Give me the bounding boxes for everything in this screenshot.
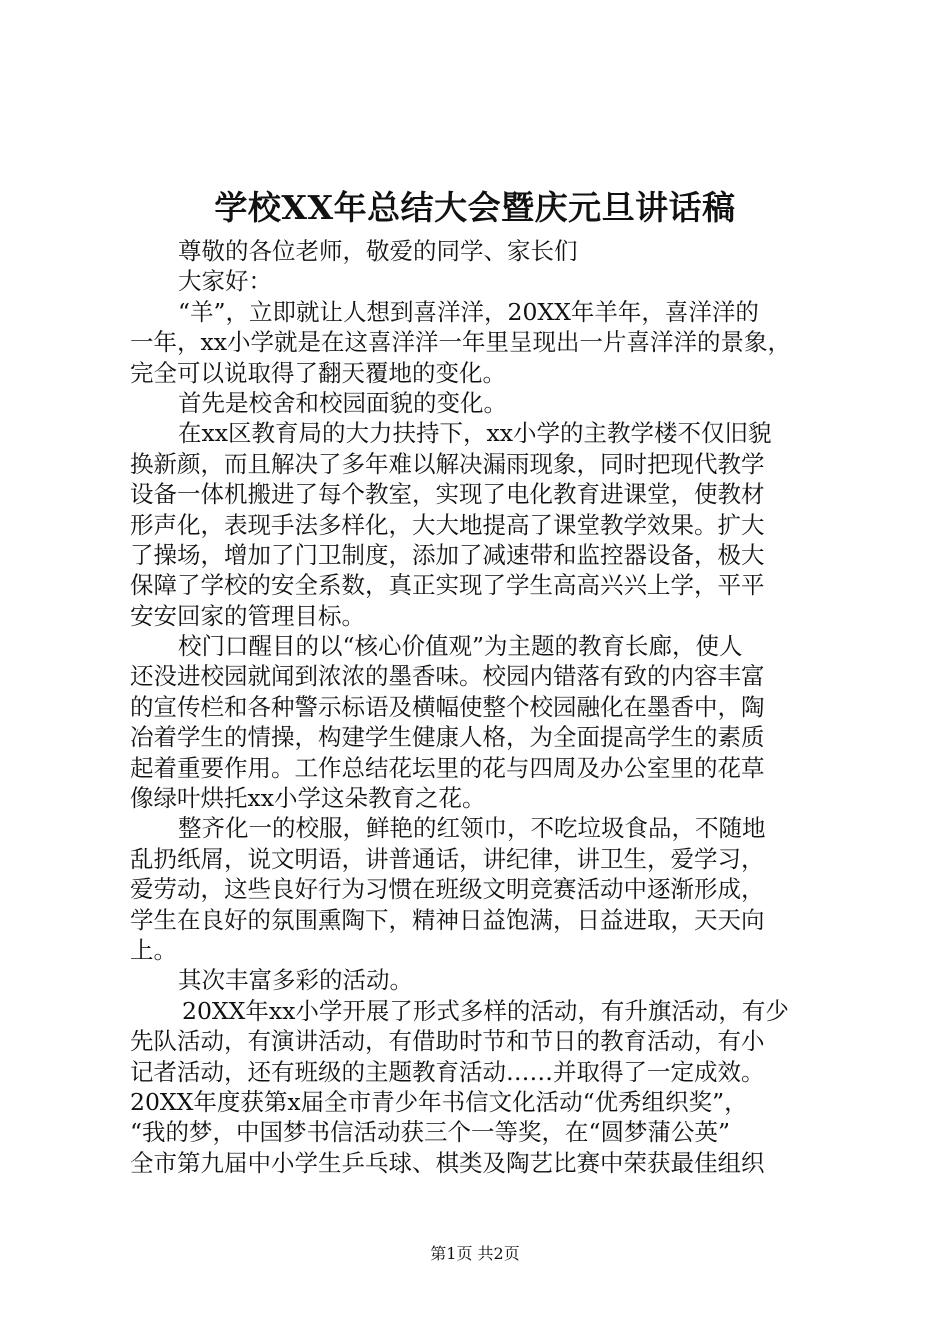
text-line: 像绿叶烘托xx小学这朵教育之花。 [130,784,486,813]
text-line: 换新颜，而且解决了多年难以解决漏雨现象，同时把现代教学 [130,449,765,478]
text-line: 20XX年度获第x届全市青少年书信文化活动“优秀组织奖”， [130,1087,748,1116]
text-line: 设备一体机搬进了每个教室，实现了电化教育进课堂，使教材 [130,480,765,509]
text-line: 冶着学生的情操，构建学生健康人格，为全面提高学生的素质 [130,723,765,752]
text-line: “我的梦，中国梦书信活动获三个一等奖，在“圆梦蒲公英” [130,1118,731,1147]
page-number: 第1页 共2页 [430,1244,520,1263]
text-line: 整齐化一的校服，鲜艳的红领巾，不吃垃圾食品，不随地 [178,814,766,843]
text-line: 安安回家的管理目标。 [130,601,365,630]
text-line: 校门口醒目的以“核心价值观”为主题的教育长廊，使人 [178,632,743,661]
text-line: 的宣传栏和各种警示标语及横幅使整个校园融化在墨香中，陶 [130,692,765,721]
text-line: 还没进校园就闻到浓浓的墨香味。校园内错落有致的内容丰富 [130,662,765,691]
text-line: 起着重要作用。工作总结花坛里的花与四周及办公室里的花草 [130,753,765,782]
text-line: 了操场，增加了门卫制度，添加了减速带和监控器设备，极大 [130,540,765,569]
text-line: 20XX年xx小学开展了形式多样的活动，有升旗活动，有少 [182,996,789,1025]
text-line: 记者活动，还有班级的主题教育活动……并取得了一定成效。 [130,1057,765,1086]
text-line: 完全可以说取得了翻天覆地的变化。 [130,358,506,387]
text-line: 学生在良好的氛围熏陶下，精神日益饱满，日益进取，天天向 [130,905,765,934]
text-line: 爱劳动，这些良好行为习惯在班级文明竞赛活动中逐渐形成， [130,875,765,904]
text-line: 尊敬的各位老师，敬爱的同学、家长们 [178,237,578,265]
text-line: “羊”，立即就让人想到喜洋洋，20XX年羊年，喜洋洋的 [178,297,759,326]
text-line: 先队活动，有演讲活动，有借助时节和节日的教育活动，有小 [130,1027,765,1056]
text-line: 保障了学校的安全系数，真正实现了学生高高兴兴上学，平平 [130,571,765,600]
text-line: 首先是校舍和校园面貌的变化。 [178,388,507,417]
text-line: 在xx区教育局的大力扶持下，xx小学的主教学楼不仅旧貌 [178,419,772,448]
text-line: 上。 [130,935,177,964]
text-line: 乱扔纸屑，说文明语，讲普通话，讲纪律，讲卫生，爱学习， [130,844,765,873]
text-line: 一年，xx小学就是在这喜洋洋一年里呈现出一片喜洋洋的景象， [130,328,792,357]
document-body [130,236,830,1178]
text-line: 形声化，表现手法多样化，大大地提高了课堂教学效果。扩大 [130,510,765,539]
document-title: 学校XX年总结大会暨庆元旦讲话稿 [214,188,736,227]
text-line: 大家好： [178,267,272,296]
text-line: 其次丰富多彩的活动。 [178,966,413,995]
text-line: 全市第九届中小学生乒乓球、棋类及陶艺比赛中荣获最佳组织 [130,1148,765,1177]
